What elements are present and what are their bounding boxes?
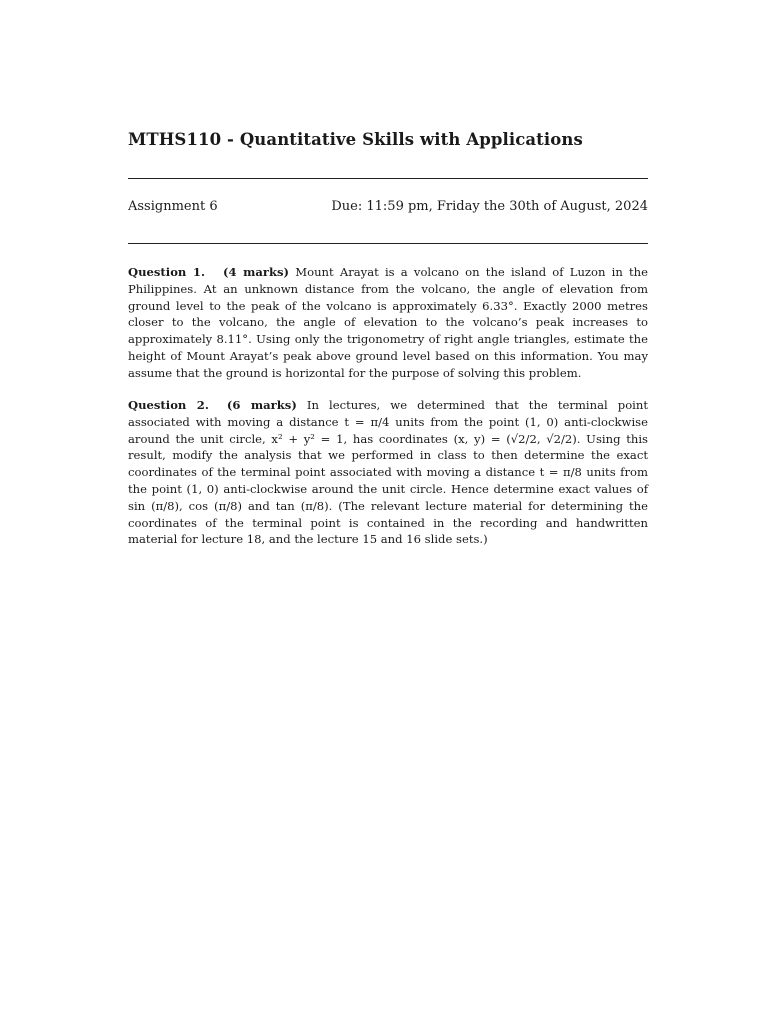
question-2-marks: (6 marks): [226, 398, 297, 412]
top-rule: [128, 178, 648, 179]
question-1-text: Mount Arayat is a volcano on the island of Luzon in the Philippines. At an unknown distance from the volcano, the angle of elevation from ground level to the peak of the volcano is approximately 6.33°. Exactly 2000 metres closer to the volcano, the angle of elevation to the volcano’s peak increases to approximately 8.11°. Using only the trigonometry of right angle triangles, estimate the height of Mount Arayat’s peak above ground level based on this information. You may assume that the ground is horizontal for the purpose of solving this problem.: [128, 265, 649, 380]
question-1-marks: (4 marks): [223, 265, 290, 279]
due-date: Due: 11:59 pm, Friday the 30th of August, 2024: [331, 199, 648, 214]
question-1-label: Question 1.: [128, 265, 205, 279]
question-2-label: Question 2.: [128, 398, 209, 412]
question-2: [128, 397, 648, 548]
question-1: [128, 264, 648, 382]
assignment-label: Assignment 6: [128, 199, 218, 214]
course-title: MTHS110 - Quantitative Skills with Applications: [128, 130, 583, 149]
bottom-rule: [128, 243, 648, 244]
question-2-text: In lectures, we determined that the terminal point associated with moving a distance t = π/4 units from the point (1, 0) anti-clockwise around the unit circle, x² + y² = 1, has coordinates (x, y) = (√2/2, √2/2). Using this result, modify the analysis that we performed in class to then determine the exact coordinates of the terminal point associated with moving a distance t = π/8 units from the point (1, 0) anti-clockwise around the unit circle. Hence determine exact values of sin (π/8), cos (π/8) and tan (π/8). (The relevant lecture material for determining the coordinates of the terminal point is contained in the recording and handwritten material for lecture 18, and the lecture 15 and 16 slide sets.): [128, 398, 649, 547]
assignment-row: [128, 199, 648, 214]
